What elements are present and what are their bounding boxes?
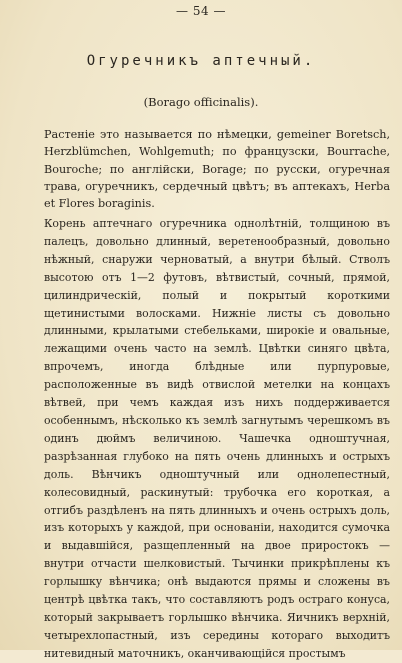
intro-paragraph: [44, 126, 390, 212]
section-title: Огуречникъ аптечный.: [86, 53, 316, 69]
latin-name: (Borago officinalis).: [143, 95, 259, 109]
intro-text: Растеніе это называется по нѣмецки, gemeiner Boretsch, Herzblümchen, Wohlgemuth; по французски, Bourrache, Bouroche; по англійски, Borage; по русски, огуречная трава, огуречникъ, сердечный цвѣтъ; въ аптекахъ, Herba et Flores boraginis.: [44, 128, 390, 211]
page-number: — 54 —: [176, 4, 226, 18]
description-text: Корень аптечнаго огуречника однолѣтній, толщиною въ палецъ, довольно длинный, веретенообразный, довольно нѣжный, снаружи черноватый, а внутри бѣлый. Стволъ высотою отъ 1—2 футовъ, вѣтвистый, сочный, прямой, цилиндрическій, полый и покрытый короткими щетинистыми волосками. Нижніе листы съ довольно длинными, крылатыми стебельками, широкіе и овальные, лежащими очень часто на землѣ. Цвѣтки синяго цвѣта, впрочемъ, иногда блѣдные или пурпуровые, расположенные въ видѣ отвислой метелки на концахъ вѣтвей, при чемъ каждая изъ нихъ поддерживается особеннымъ, нѣсколько къ землѣ загнутымъ черешкомъ въ одинъ дюймъ величиною. Чашечка одноштучная, разрѣзанная глубоко на пять очень длинныхъ и острыхъ доль. Вѣнчикъ одноштучный или однолепестный, колесовидный, раскинутый: трубочка его короткая, а отгибъ раздѣленъ на пять длинныхъ и очень острыхъ доль, изъ которыхъ у каждой, при основаніи, находится сумочка и выдавшійся, разщепленный на двое приростокъ — внутри отчасти шелковистый. Тычинки прикрѣплены къ горлышку вѣнчика; онѣ выдаются прямы и сложены въ центрѣ цвѣтка такъ, что составляютъ родъ остраго конуса, который закрываетъ горлышко вѣнчика. Яичникъ верхній, четырехлопастный, изъ середины котораго выходитъ нитевидный маточникъ, оканчивающійся простымъ: [44, 217, 390, 660]
description-paragraph: [44, 215, 390, 663]
